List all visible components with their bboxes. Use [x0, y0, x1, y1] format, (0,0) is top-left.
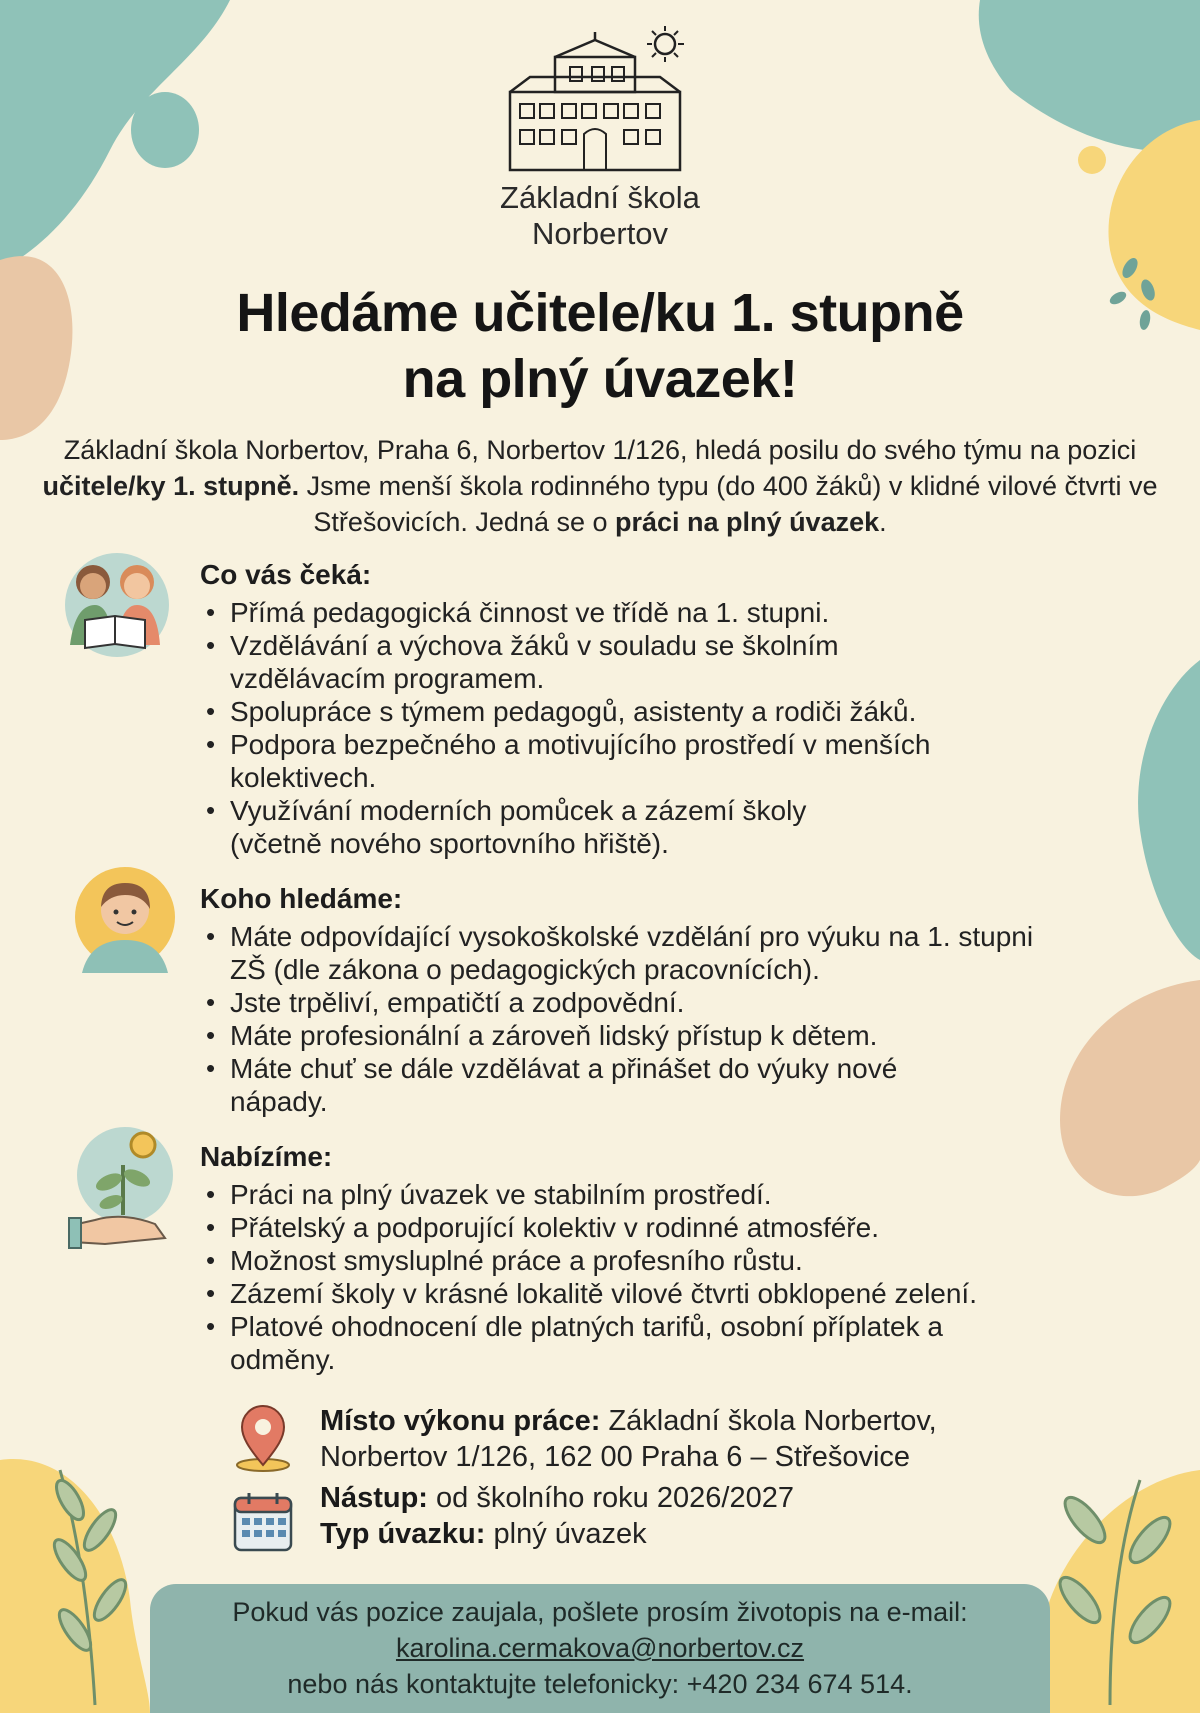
section-who-we-seek	[200, 882, 1100, 1118]
section-we-offer	[200, 1140, 1100, 1376]
list-item: • Podpora bezpečného a motivujícího prostředí v menších kolektivech.	[230, 728, 1020, 794]
school-name-line2: Norbertov	[531, 216, 669, 251]
bullet-list	[200, 1178, 1100, 1376]
intro-paragraph	[40, 432, 1160, 540]
bullet-list	[200, 920, 1100, 1118]
section-title: Nabízíme:	[200, 1141, 333, 1172]
calendar-icon	[232, 1490, 294, 1554]
contact-email-link[interactable]: karolina.cermakova@norbertov.cz	[395, 1633, 805, 1663]
intro-text-1: Základní škola Norbertov, Praha 6, Norbertov 1/126, hledá posilu do svého týmu na pozici	[63, 435, 1137, 465]
contract-type-label: Typ úvazku:	[320, 1518, 486, 1550]
list-item: • Využívání moderních pomůcek a zázemí školy (včetně nového sportovního hřiště).	[230, 794, 890, 860]
list-item: • Jste trpěliví, empatičtí a zodpovědní.	[230, 986, 1100, 1019]
bullet-list	[200, 596, 1100, 860]
list-item: • Máte chuť se dále vzdělávat a přinášet do výuky nové nápady.	[230, 1052, 990, 1118]
intro-text-3: .	[879, 507, 887, 537]
hand-plant-icon	[65, 1120, 175, 1250]
start-info	[320, 1480, 794, 1552]
contact-phone-line: nebo nás kontaktujte telefonicky: +420 234 674 514.	[287, 1669, 913, 1699]
location-pin-icon	[232, 1403, 294, 1473]
workplace-label: Místo výkonu práce:	[320, 1405, 601, 1437]
headline-line1: Hledáme učitele/ku 1. stupně	[236, 283, 964, 343]
children-reading-icon	[55, 550, 175, 660]
workplace-info	[320, 1403, 937, 1475]
contact-line-1: Pokud vás pozice zaujala, pošlete prosím životopis na e-mail:	[232, 1597, 968, 1627]
list-item: • Spolupráce s týmem pedagogů, asistenty a rodiči žáků.	[230, 695, 1100, 728]
intro-text-2: Jsme menší škola rodinného typu (do 400 žáků) v klidné vilové čtvrti ve Střešovicích. Jedná se o	[299, 471, 1158, 537]
list-item: • Přátelský a podporující kolektiv v rodinné atmosféře.	[230, 1211, 1100, 1244]
school-name	[0, 180, 1200, 252]
school-name-line1: Základní škola	[500, 180, 700, 215]
contact-banner	[150, 1584, 1050, 1713]
list-item: • Možnost smysluplné práce a profesního růstu.	[230, 1244, 1100, 1277]
workplace-value: Základní škola Norbertov,	[608, 1405, 937, 1437]
headline-line2: na plný úvazek!	[402, 349, 798, 409]
school-building-logo	[500, 22, 700, 172]
intro-bold-position: učitele/ky 1. stupně.	[42, 471, 300, 501]
list-item: • Práci na plný úvazek ve stabilním prostředí.	[230, 1178, 1100, 1211]
headline	[0, 280, 1200, 412]
workplace-address: Norbertov 1/126, 162 00 Praha 6 – Střešovice	[320, 1441, 911, 1473]
section-title: Koho hledáme:	[200, 883, 403, 914]
list-item: • Máte odpovídající vysokoškolské vzdělání pro výuku na 1. stupni ZŠ (dle zákona o pedagogických pracovnících).	[230, 920, 1070, 986]
section-what-awaits	[200, 558, 1100, 860]
list-item: • Zázemí školy v krásné lokalitě vilové čtvrti obklopené zelení.	[230, 1277, 1100, 1310]
contract-type-value: plný úvazek	[493, 1518, 647, 1550]
list-item: • Vzdělávání a výchova žáků v souladu se školním vzdělávacím programem.	[230, 629, 920, 695]
start-label: Nástup:	[320, 1482, 428, 1514]
list-item: • Platové ohodnocení dle platných tarifů, osobní příplatek a odměny.	[230, 1310, 1020, 1376]
start-value: od školního roku 2026/2027	[436, 1482, 794, 1514]
list-item: • Máte profesionální a zároveň lidský přístup k dětem.	[230, 1019, 1100, 1052]
list-item: • Přímá pedagogická činnost ve třídě na 1. stupni.	[230, 596, 1100, 629]
intro-bold-fulltime: práci na plný úvazek	[615, 507, 880, 537]
section-title: Co vás čeká:	[200, 559, 372, 590]
person-avatar-icon	[70, 865, 180, 975]
